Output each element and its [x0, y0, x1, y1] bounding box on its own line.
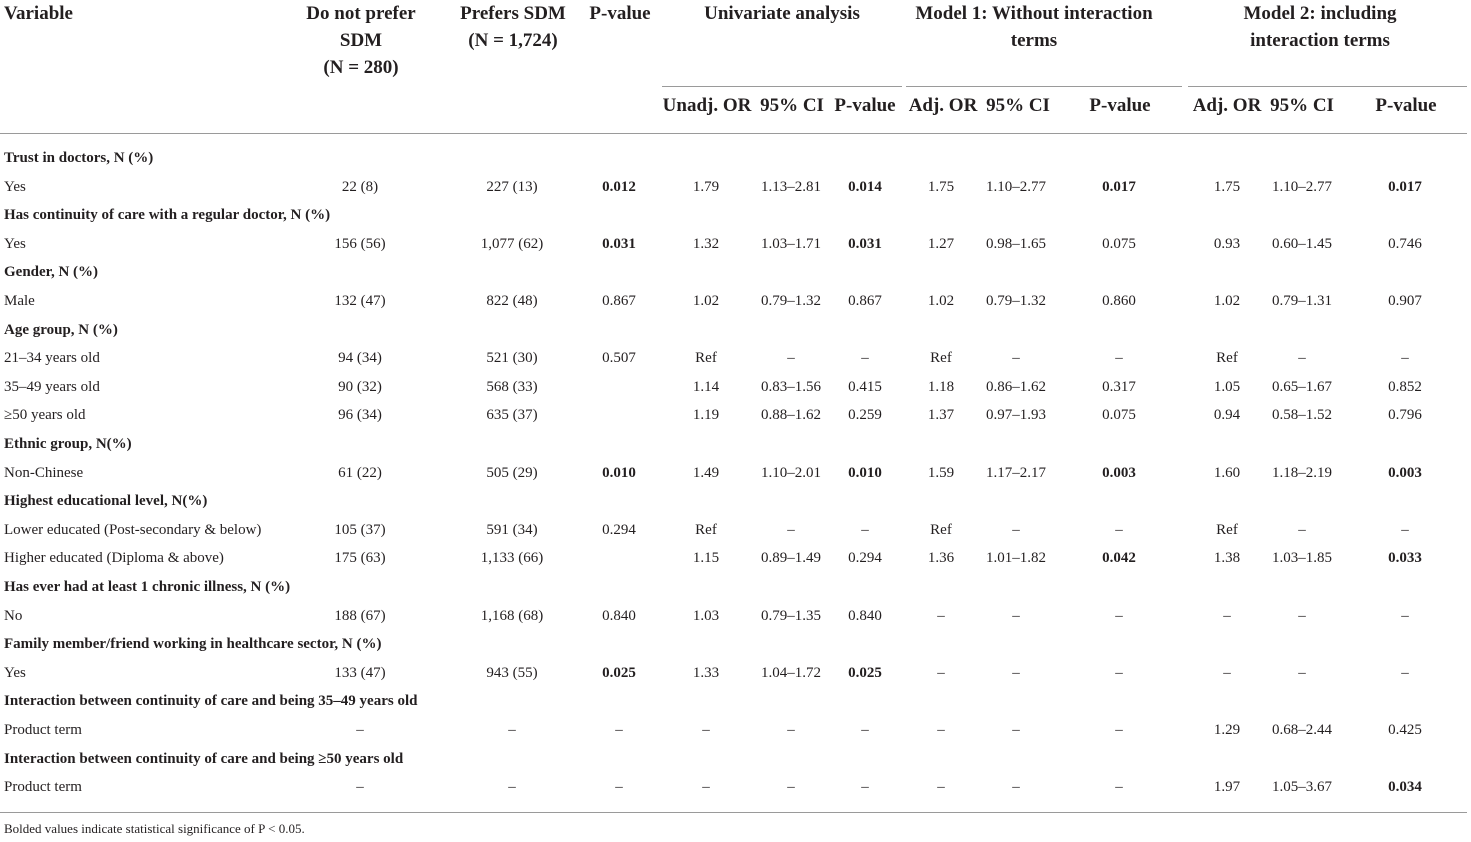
- row-label: Product term: [4, 779, 82, 796]
- table-cell: Ref: [1216, 350, 1238, 367]
- section-label: Highest educational level, N(%): [4, 493, 208, 510]
- row-label: Yes: [4, 664, 26, 681]
- table-cell: 0.017: [1102, 178, 1136, 195]
- table-cell: –: [1012, 521, 1020, 538]
- table-cell: –: [702, 722, 710, 738]
- header-no-sdm-line2: SDM: [339, 30, 383, 51]
- table-cell: 0.860: [1102, 293, 1136, 309]
- table-cell: 1.02: [692, 293, 720, 309]
- rule-univariate: [662, 86, 902, 87]
- table-cell: 0.840: [848, 607, 882, 624]
- table-cell: –: [1115, 521, 1123, 538]
- table-footnote: Bolded values indicate statistical significance of P < 0.05.: [4, 821, 305, 836]
- section-label: Has continuity of care with a regular doctor, N (%): [4, 207, 331, 224]
- table-cell: 0.867: [602, 293, 636, 309]
- header-bottom-rule: [0, 133, 1467, 134]
- header-prefers-sdm-line1: Prefers SDM: [460, 3, 566, 24]
- table-cell: –: [937, 607, 945, 624]
- subheader-ci-model1: 95% CI: [986, 95, 1050, 116]
- table-cell: –: [787, 722, 795, 738]
- table-cell: 1.38: [1213, 550, 1241, 567]
- table-cell: 1.03–1.71: [761, 235, 821, 252]
- table-cell: 1.02: [1213, 293, 1241, 309]
- table-cell: 0.025: [848, 664, 882, 681]
- table-cell: –: [508, 779, 516, 796]
- table-cell: 188 (67): [334, 607, 386, 624]
- subheader-ci-model2: 95% CI: [1270, 95, 1334, 116]
- table-cell: 1.36: [927, 550, 955, 567]
- table-cell: –: [787, 521, 795, 538]
- table-cell: 0.031: [848, 235, 882, 252]
- table-cell: 1.19: [692, 407, 720, 424]
- table-cell: –: [356, 722, 364, 738]
- table-cell: –: [1401, 521, 1409, 538]
- table-cell: 1.18: [927, 378, 955, 395]
- table-cell: 1.10–2.77: [986, 178, 1046, 195]
- rule-model1: [906, 86, 1182, 87]
- table-cell: 1.05–3.67: [1272, 779, 1332, 796]
- table-cell: 1.37: [927, 407, 955, 424]
- table-cell: 0.025: [602, 664, 636, 681]
- table-cell: 0.94: [1213, 407, 1241, 424]
- table-cell: 0.83–1.56: [761, 378, 821, 395]
- header-no-sdm: [300, 0, 422, 81]
- header-model1-line1: Model 1: Without interaction: [915, 3, 1153, 24]
- table-cell: 156 (56): [334, 235, 386, 252]
- table-cell: –: [861, 350, 869, 367]
- table-cell: 0.425: [1388, 722, 1422, 738]
- table-cell: 94 (34): [338, 350, 382, 367]
- table-cell: 0.746: [1388, 235, 1422, 252]
- header-univariate: Univariate analysis: [704, 3, 860, 24]
- table-cell: 1.14: [692, 378, 720, 395]
- table-cell: 0.86–1.62: [986, 378, 1046, 395]
- row-label: 35–49 years old: [4, 378, 100, 395]
- header-model2-line2: interaction terms: [1250, 30, 1390, 51]
- table-cell: –: [615, 779, 623, 796]
- table-cell: 0.317: [1102, 378, 1136, 395]
- header-no-sdm-line3: (N = 280): [323, 57, 399, 78]
- table-cell: 0.075: [1102, 407, 1136, 424]
- table-cell: Ref: [1216, 521, 1238, 538]
- table-cell: 943 (55): [486, 664, 538, 681]
- table-cell: 635 (37): [486, 407, 538, 424]
- table-cell: 0.003: [1102, 464, 1136, 481]
- table-cell: 0.042: [1102, 550, 1136, 567]
- table-cell: 1,133 (66): [480, 550, 544, 567]
- table-cell: 0.415: [848, 378, 882, 395]
- table-cell: –: [1401, 607, 1409, 624]
- table-cell: 505 (29): [486, 464, 538, 481]
- table-cell: 0.075: [1102, 235, 1136, 252]
- row-label: Yes: [4, 235, 26, 252]
- table-cell: –: [1401, 350, 1409, 367]
- table-cell: 1.79: [692, 178, 720, 195]
- table-cell: 1.03: [692, 607, 720, 624]
- table-cell: Ref: [695, 521, 717, 538]
- table-cell: 22 (8): [341, 178, 379, 195]
- section-label: Age group, N (%): [4, 321, 118, 338]
- section-label: Trust in doctors, N (%): [4, 150, 154, 166]
- table-cell: 1.27: [927, 235, 955, 252]
- table-cell: 0.003: [1388, 464, 1422, 481]
- subheader-adj-or-model2: Adj. OR: [1192, 95, 1262, 116]
- subheader-adj-or-model1: Adj. OR: [908, 95, 978, 116]
- table-cell: 1.01–1.82: [986, 550, 1046, 567]
- table-cell: 0.507: [602, 350, 636, 367]
- table-cell: 1.97: [1213, 779, 1241, 796]
- table-cell: –: [508, 722, 516, 738]
- table-cell: 227 (13): [486, 178, 538, 195]
- table-cell: 1.29: [1213, 722, 1241, 738]
- header-model2: [1190, 0, 1450, 54]
- header-model1-line2: terms: [1010, 30, 1058, 51]
- header-prefers-sdm-line2: (N = 1,724): [468, 30, 558, 51]
- table-cell: 0.867: [848, 293, 882, 309]
- table-cell: 568 (33): [486, 378, 538, 395]
- table-cell: 0.79–1.32: [761, 293, 821, 309]
- table-cell: 822 (48): [486, 293, 538, 309]
- table-cell: –: [787, 779, 795, 796]
- table-cell: –: [356, 779, 364, 796]
- table-cell: 1.04–1.72: [761, 664, 821, 681]
- table-cell: 0.89–1.49: [761, 550, 821, 567]
- table-cell: 521 (30): [486, 350, 538, 367]
- table-cell: 132 (47): [334, 293, 386, 309]
- table-cell: 1,168 (68): [480, 607, 544, 624]
- table-cell: –: [1115, 350, 1123, 367]
- section-label: Gender, N (%): [4, 264, 99, 281]
- row-label: Male: [4, 293, 35, 309]
- table-cell: 1.59: [927, 464, 955, 481]
- table-cell: 1.10–2.01: [761, 464, 821, 481]
- table-cell: 0.79–1.35: [761, 607, 821, 624]
- table-cell: –: [1298, 607, 1306, 624]
- table-cell: –: [861, 779, 869, 796]
- table-cell: 0.97–1.93: [986, 407, 1046, 424]
- table-cell: 1,077 (62): [480, 235, 544, 252]
- table-cell: 0.88–1.62: [761, 407, 821, 424]
- table-cell: 0.60–1.45: [1272, 235, 1332, 252]
- table-cell: –: [1401, 664, 1409, 681]
- table-cell: –: [937, 722, 945, 738]
- table-cell: Ref: [930, 350, 952, 367]
- header-pvalue: P-value: [589, 3, 651, 24]
- table-cell: –: [1298, 521, 1306, 538]
- table-cell: –: [1223, 607, 1231, 624]
- table-cell: 0.93: [1213, 235, 1241, 252]
- table-cell: 0.294: [602, 521, 636, 538]
- table-cell: –: [702, 779, 710, 796]
- table-cell: 0.68–2.44: [1272, 722, 1332, 738]
- table-cell: 1.75: [927, 178, 955, 195]
- table-cell: –: [1012, 350, 1020, 367]
- row-label: Product term: [4, 722, 82, 738]
- table-cell: 0.58–1.52: [1272, 407, 1332, 424]
- table-cell: 0.010: [602, 464, 636, 481]
- table-cell: 0.98–1.65: [986, 235, 1046, 252]
- section-label: Interaction between continuity of care and being 35–49 years old: [4, 693, 418, 710]
- row-label: Lower educated (Post-secondary & below): [4, 521, 262, 538]
- subheader-unadj-or: Unadj. OR: [662, 95, 752, 116]
- subheader-pvalue-model1: P-value: [1089, 95, 1151, 116]
- table-cell: 0.79–1.32: [986, 293, 1046, 309]
- table-cell: 1.32: [692, 235, 720, 252]
- table-cell: –: [937, 779, 945, 796]
- subheader-pvalue-model2: P-value: [1375, 95, 1437, 116]
- table-cell: 0.65–1.67: [1272, 378, 1332, 395]
- table-cell: –: [1298, 664, 1306, 681]
- table-cell: 1.13–2.81: [761, 178, 821, 195]
- table-cell: –: [1012, 664, 1020, 681]
- header-model2-line1: Model 2: including: [1243, 3, 1397, 24]
- table-cell: 1.17–2.17: [986, 464, 1046, 481]
- row-label: No: [4, 607, 23, 624]
- table-cell: 61 (22): [338, 464, 382, 481]
- table-cell: 1.10–2.77: [1272, 178, 1332, 195]
- table-cell: 1.15: [692, 550, 720, 567]
- table-cell: 0.010: [848, 464, 882, 481]
- section-label: Has ever had at least 1 chronic illness, N (%): [4, 579, 291, 595]
- table-cell: –: [615, 722, 623, 738]
- table-cell: 133 (47): [334, 664, 386, 681]
- table-cell: –: [1115, 607, 1123, 624]
- table-cell: Ref: [695, 350, 717, 367]
- table-cell: 105 (37): [334, 521, 386, 538]
- table-cell: 0.014: [848, 178, 882, 195]
- header-model1: [906, 0, 1162, 54]
- table-cell: –: [1115, 722, 1123, 738]
- table-cell: 96 (34): [338, 407, 382, 424]
- header-no-sdm-line1: Do not prefer: [306, 3, 416, 24]
- table-cell: 1.75: [1213, 178, 1241, 195]
- table-cell: –: [1223, 664, 1231, 681]
- table-bottom-rule: [0, 812, 1467, 813]
- table-cell: 0.907: [1388, 293, 1422, 309]
- row-label: Higher educated (Diploma & above): [4, 550, 224, 567]
- section-label: Family member/friend working in healthcare sector, N (%): [4, 636, 382, 653]
- table-cell: 90 (32): [338, 378, 382, 395]
- subheader-pvalue-univariate: P-value: [834, 95, 896, 116]
- table-cell: 0.017: [1388, 178, 1422, 195]
- table-cell: 0.034: [1388, 779, 1422, 796]
- table-cell: 0.033: [1388, 550, 1422, 567]
- table-cell: 0.012: [602, 178, 636, 195]
- section-label: Ethnic group, N(%): [4, 436, 132, 452]
- table-cell: 1.49: [692, 464, 720, 481]
- table-cell: 1.33: [692, 664, 720, 681]
- row-label: ≥50 years old: [4, 407, 86, 424]
- table-cell: –: [1298, 350, 1306, 367]
- table-cell: 591 (34): [486, 521, 538, 538]
- table-cell: 1.60: [1213, 464, 1241, 481]
- table-cell: 0.259: [848, 407, 882, 424]
- row-label: Yes: [4, 178, 26, 195]
- table-cell: –: [861, 521, 869, 538]
- table-cell: –: [1115, 779, 1123, 796]
- table-cell: –: [787, 350, 795, 367]
- table-cell: 0.031: [602, 235, 636, 252]
- table-cell: 0.840: [602, 607, 636, 624]
- table-cell: –: [861, 722, 869, 738]
- subheader-ci-univariate: 95% CI: [760, 95, 824, 116]
- header-variable: Variable: [4, 3, 73, 24]
- table-cell: 1.03–1.85: [1272, 550, 1332, 567]
- row-label: Non-Chinese: [4, 464, 84, 481]
- table-cell: 175 (63): [334, 550, 386, 567]
- table-cell: –: [937, 664, 945, 681]
- section-label: Interaction between continuity of care and being ≥50 years old: [4, 750, 404, 767]
- table-cell: 0.852: [1388, 378, 1422, 395]
- row-label: 21–34 years old: [4, 350, 100, 367]
- table-cell: –: [1012, 779, 1020, 796]
- table-cell: 1.05: [1213, 378, 1241, 395]
- table-cell: 1.02: [927, 293, 955, 309]
- table-cell: 0.79–1.31: [1272, 293, 1332, 309]
- table-cell: 0.796: [1388, 407, 1422, 424]
- table-cell: 1.18–2.19: [1272, 464, 1332, 481]
- table-cell: –: [1012, 607, 1020, 624]
- table-cell: Ref: [930, 521, 952, 538]
- header-prefers-sdm: [450, 0, 576, 54]
- table-cell: –: [1115, 664, 1123, 681]
- table-cell: –: [1012, 722, 1020, 738]
- rule-model2: [1188, 86, 1467, 87]
- table-cell: 0.294: [848, 550, 882, 567]
